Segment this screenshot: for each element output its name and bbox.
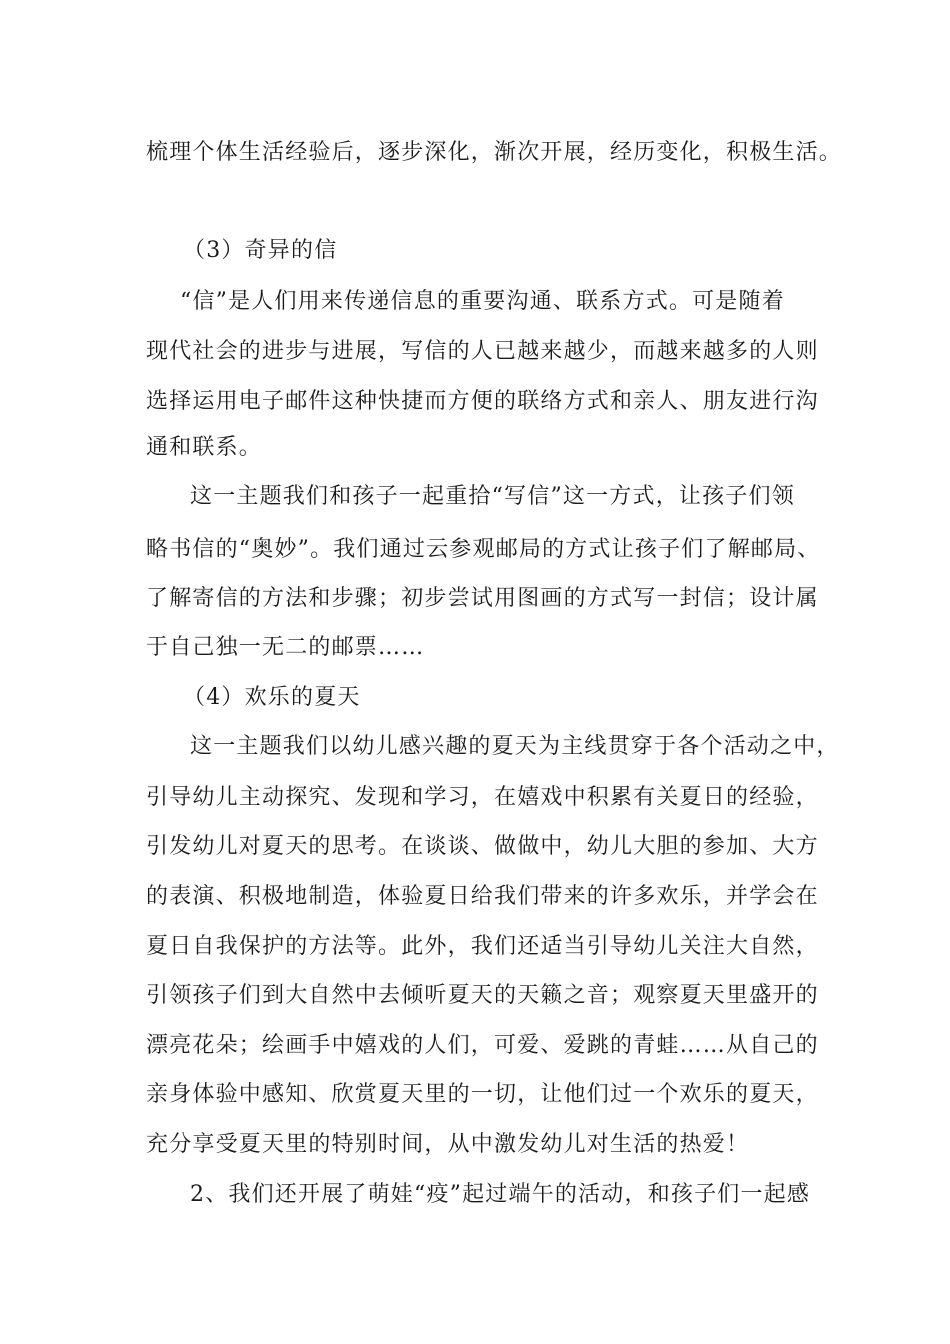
paragraph-line: 了解寄信的方法和步骤；初步尝试用图画的方式写一封信；设计属 (146, 586, 819, 611)
paragraph-line: 引发幼儿对夏天的思考。在谈谈、做做中，幼儿大胆的参加、大方 (146, 834, 819, 859)
paragraph-continuation-line: 梳理个体生活经验后，逐步深化，渐次开展，经历变化，积极生活。 (146, 140, 843, 165)
paragraph-line: 的表演、积极地制造，体验夏日给我们带来的许多欢乐，并学会在 (146, 884, 819, 909)
paragraph-line: 现代社会的进步与进展，写信的人已越来越少，而越来越多的人则 (146, 339, 819, 364)
paragraph-line: 这一主题我们以幼儿感兴趣的夏天为主线贯穿于各个活动之中， (190, 734, 840, 759)
paragraph-line: 这一主题我们和孩子一起重拾“写信”这一方式，让孩子们领 (190, 484, 795, 509)
paragraph-line: 引导幼儿主动探究、发现和学习，在嬉戏中积累有关夏日的经验， (146, 785, 819, 810)
paragraph-line: 充分享受夏天里的特别时间，从中激发幼儿对生活的热爱！ (146, 1132, 750, 1157)
section-heading-3: （3）奇异的信 (183, 238, 338, 263)
paragraph-line: 于自己独一无二的邮票…… (146, 635, 425, 660)
paragraph-line: 通和联系。 (146, 435, 263, 460)
paragraph-line: 夏日自我保护的方法等。此外，我们还适当引导幼儿关注大自然， (146, 934, 819, 959)
paragraph-line: 2、我们还开展了萌娃“疫”起过端午的活动，和孩子们一起感 (190, 1182, 811, 1207)
section-heading-4: （4）欢乐的夏天 (183, 685, 361, 710)
paragraph-line: 漂亮花朵；绘画手中嬉戏的人们，可爱、爱跳的青蛙……从自己的 (146, 1033, 819, 1058)
paragraph-line: 引领孩子们到大自然中去倾听夏天的天籁之音；观察夏天里盛开的 (146, 983, 819, 1008)
paragraph-line: 亲身体验中感知、欣赏夏天里的一切，让他们过一个欢乐的夏天， (146, 1082, 819, 1107)
paragraph-line: 选择运用电子邮件这种快捷而方便的联络方式和亲人、朋友进行沟 (146, 389, 819, 414)
paragraph-line: 略书信的“奥妙”。我们通过云参观邮局的方式让孩子们了解邮局、 (146, 537, 821, 562)
paragraph-line: “信”是人们用来传递信息的重要沟通、联系方式。可是随着 (180, 289, 785, 314)
